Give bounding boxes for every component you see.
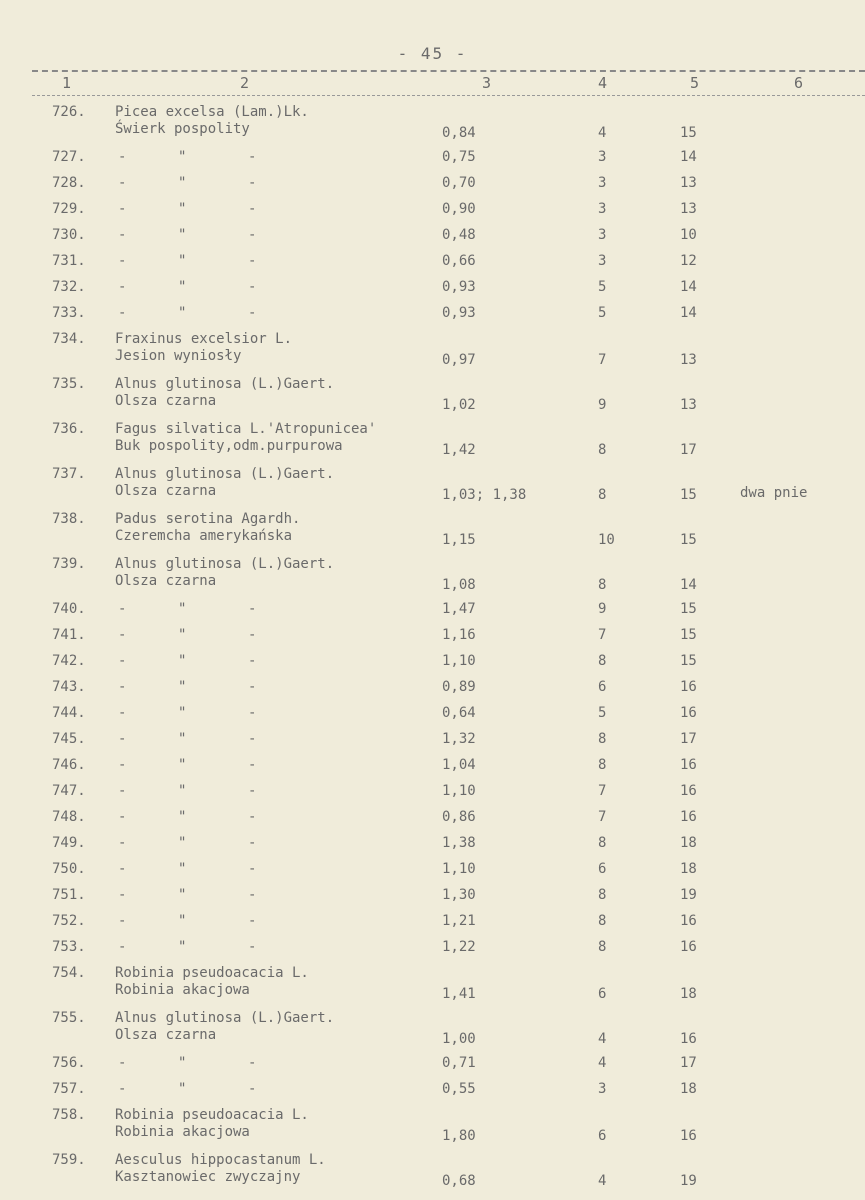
row-number: 743.: [52, 679, 86, 695]
species-polish-name: Olsza czarna: [115, 573, 217, 589]
column-3-value: 1,38: [442, 835, 476, 851]
column-5-value: 18: [680, 986, 697, 1002]
column-5-value: 16: [680, 1128, 697, 1144]
species-polish-name: Czeremcha amerykańska: [115, 528, 293, 544]
row-number: 733.: [52, 305, 86, 321]
column-5-value: 13: [680, 201, 697, 217]
column-4-value: 6: [598, 1128, 607, 1144]
column-4-value: 7: [598, 783, 607, 799]
row-number: 728.: [52, 175, 86, 191]
column-3-value: 0,97: [442, 352, 476, 368]
column-4-value: 5: [598, 705, 607, 721]
ditto-quote: ": [178, 783, 187, 799]
column-3-value: 0,93: [442, 279, 476, 295]
ditto-quote: ": [178, 809, 187, 825]
species-polish-name: Buk pospolity,odm.purpurowa: [115, 438, 343, 454]
column-4-value: 9: [598, 601, 607, 617]
row-number: 748.: [52, 809, 86, 825]
row-number: 738.: [52, 511, 86, 527]
column-4-value: 5: [598, 279, 607, 295]
ditto-quote: ": [178, 627, 187, 643]
ditto-dash: -: [118, 913, 127, 929]
column-5-value: 16: [680, 939, 697, 955]
species-polish-name: Olsza czarna: [115, 1027, 217, 1043]
column-3-value: 1,41: [442, 986, 476, 1002]
column-5-value: 15: [680, 487, 697, 503]
ditto-dash: -: [248, 175, 257, 191]
row-number: 753.: [52, 939, 86, 955]
column-header-4: 4: [598, 74, 608, 92]
column-3-value: 1,30: [442, 887, 476, 903]
column-3-value: 0,75: [442, 149, 476, 165]
ditto-dash: -: [118, 1081, 127, 1097]
column-5-value: 14: [680, 305, 697, 321]
column-3-value: 0,89: [442, 679, 476, 695]
column-5-value: 13: [680, 175, 697, 191]
species-latin-name: Fagus silvatica L.'Atropunicea': [115, 421, 377, 437]
column-5-value: 16: [680, 757, 697, 773]
column-5-value: 17: [680, 731, 697, 747]
row-number: 754.: [52, 965, 86, 981]
ditto-dash: -: [118, 253, 127, 269]
column-3-value: 1,22: [442, 939, 476, 955]
column-3-value: 0,55: [442, 1081, 476, 1097]
column-4-value: 9: [598, 397, 607, 413]
column-3-value: 1,10: [442, 653, 476, 669]
ditto-dash: -: [118, 861, 127, 877]
ditto-quote: ": [178, 279, 187, 295]
column-4-value: 3: [598, 253, 607, 269]
ditto-dash: -: [118, 175, 127, 191]
species-polish-name: Robinia akacjowa: [115, 1124, 250, 1140]
column-5-value: 15: [680, 627, 697, 643]
column-4-value: 8: [598, 731, 607, 747]
row-number: 755.: [52, 1010, 86, 1026]
species-latin-name: Alnus glutinosa (L.)Gaert.: [115, 556, 335, 572]
column-3-value: 0,93: [442, 305, 476, 321]
column-5-value: 13: [680, 352, 697, 368]
ditto-dash: -: [118, 627, 127, 643]
page-number: - 45 -: [397, 44, 468, 63]
ditto-dash: -: [118, 601, 127, 617]
ditto-dash: -: [248, 627, 257, 643]
column-3-value: 1,02: [442, 397, 476, 413]
ditto-quote: ": [178, 175, 187, 191]
species-latin-name: Fraxinus excelsior L.: [115, 331, 293, 347]
column-4-value: 6: [598, 861, 607, 877]
column-4-value: 8: [598, 757, 607, 773]
row-number: 735.: [52, 376, 86, 392]
row-number: 740.: [52, 601, 86, 617]
column-5-value: 12: [680, 253, 697, 269]
column-5-value: 14: [680, 279, 697, 295]
column-5-value: 16: [680, 913, 697, 929]
ditto-dash: -: [118, 731, 127, 747]
column-5-value: 14: [680, 149, 697, 165]
ditto-quote: ": [178, 1055, 187, 1071]
species-latin-name: Picea excelsa (Lam.)Lk.: [115, 104, 309, 120]
ditto-dash: -: [118, 783, 127, 799]
ditto-quote: ": [178, 835, 187, 851]
column-4-value: 4: [598, 1055, 607, 1071]
column-3-value: 1,42: [442, 442, 476, 458]
ditto-dash: -: [248, 835, 257, 851]
ditto-dash: -: [248, 279, 257, 295]
column-5-value: 18: [680, 835, 697, 851]
ditto-dash: -: [248, 705, 257, 721]
column-3-value: 0,66: [442, 253, 476, 269]
column-3-value: 1,15: [442, 532, 476, 548]
column-4-value: 7: [598, 809, 607, 825]
column-4-value: 4: [598, 1173, 607, 1189]
column-5-value: 17: [680, 1055, 697, 1071]
column-5-value: 14: [680, 577, 697, 593]
column-4-value: 3: [598, 149, 607, 165]
column-4-value: 8: [598, 653, 607, 669]
column-4-value: 3: [598, 175, 607, 191]
row-number: 745.: [52, 731, 86, 747]
column-4-value: 7: [598, 352, 607, 368]
column-3-value: 1,16: [442, 627, 476, 643]
row-number: 736.: [52, 421, 86, 437]
row-number: 749.: [52, 835, 86, 851]
ditto-dash: -: [248, 601, 257, 617]
ditto-dash: -: [248, 149, 257, 165]
ditto-dash: -: [118, 705, 127, 721]
column-3-value: 0,70: [442, 175, 476, 191]
column-5-value: 16: [680, 705, 697, 721]
column-4-value: 8: [598, 442, 607, 458]
column-5-value: 16: [680, 783, 697, 799]
column-3-value: 1,10: [442, 783, 476, 799]
ditto-quote: ": [178, 861, 187, 877]
species-latin-name: Robinia pseudoacacia L.: [115, 1107, 309, 1123]
column-5-value: 16: [680, 1031, 697, 1047]
column-4-value: 6: [598, 679, 607, 695]
column-4-value: 8: [598, 487, 607, 503]
row-number: 726.: [52, 104, 86, 120]
header-rule: [32, 95, 865, 96]
ditto-dash: -: [118, 149, 127, 165]
remarks: dwa pnie: [740, 485, 808, 501]
species-latin-name: Alnus glutinosa (L.)Gaert.: [115, 1010, 335, 1026]
species-polish-name: Świerk pospolity: [115, 121, 250, 137]
ditto-dash: -: [118, 939, 127, 955]
column-4-value: 3: [598, 201, 607, 217]
row-number: 744.: [52, 705, 86, 721]
column-5-value: 18: [680, 861, 697, 877]
column-3-value: 1,32: [442, 731, 476, 747]
row-number: 742.: [52, 653, 86, 669]
top-rule: [32, 70, 865, 72]
species-latin-name: Alnus glutinosa (L.)Gaert.: [115, 376, 335, 392]
row-number: 747.: [52, 783, 86, 799]
column-3-value: 1,10: [442, 861, 476, 877]
column-3-value: 0,71: [442, 1055, 476, 1071]
ditto-dash: -: [118, 305, 127, 321]
species-polish-name: Kasztanowiec zwyczajny: [115, 1169, 301, 1185]
column-4-value: 8: [598, 835, 607, 851]
column-5-value: 15: [680, 532, 697, 548]
ditto-dash: -: [248, 783, 257, 799]
column-3-value: 0,68: [442, 1173, 476, 1189]
column-5-value: 15: [680, 653, 697, 669]
column-5-value: 19: [680, 1173, 697, 1189]
ditto-dash: -: [248, 913, 257, 929]
ditto-quote: ": [178, 253, 187, 269]
ditto-quote: ": [178, 679, 187, 695]
column-4-value: 8: [598, 939, 607, 955]
column-4-value: 4: [598, 1031, 607, 1047]
column-3-value: 0,48: [442, 227, 476, 243]
row-number: 746.: [52, 757, 86, 773]
species-polish-name: Olsza czarna: [115, 393, 217, 409]
ditto-dash: -: [248, 227, 257, 243]
ditto-dash: -: [118, 887, 127, 903]
column-5-value: 15: [680, 125, 697, 141]
ditto-dash: -: [118, 835, 127, 851]
row-number: 750.: [52, 861, 86, 877]
ditto-quote: ": [178, 757, 187, 773]
column-4-value: 8: [598, 913, 607, 929]
row-number: 730.: [52, 227, 86, 243]
ditto-dash: -: [118, 227, 127, 243]
ditto-quote: ": [178, 305, 187, 321]
column-5-value: 13: [680, 397, 697, 413]
ditto-dash: -: [248, 305, 257, 321]
row-number: 734.: [52, 331, 86, 347]
ditto-quote: ": [178, 227, 187, 243]
ditto-dash: -: [118, 679, 127, 695]
row-number: 731.: [52, 253, 86, 269]
column-header-2: 2: [240, 74, 250, 92]
species-latin-name: Aesculus hippocastanum L.: [115, 1152, 326, 1168]
column-3-value: 0,64: [442, 705, 476, 721]
column-4-value: 10: [598, 532, 615, 548]
column-3-value: 1,21: [442, 913, 476, 929]
column-header-3: 3: [482, 74, 492, 92]
column-4-value: 8: [598, 577, 607, 593]
ditto-dash: -: [118, 201, 127, 217]
column-4-value: 6: [598, 986, 607, 1002]
column-header-1: 1: [62, 74, 72, 92]
column-4-value: 8: [598, 887, 607, 903]
column-5-value: 15: [680, 601, 697, 617]
column-header-6: 6: [794, 74, 804, 92]
ditto-dash: -: [248, 653, 257, 669]
ditto-quote: ": [178, 653, 187, 669]
column-3-value: 1,00: [442, 1031, 476, 1047]
ditto-dash: -: [118, 653, 127, 669]
column-4-value: 4: [598, 125, 607, 141]
column-4-value: 7: [598, 627, 607, 643]
column-4-value: 5: [598, 305, 607, 321]
ditto-dash: -: [118, 279, 127, 295]
ditto-dash: -: [248, 757, 257, 773]
column-3-value: 0,86: [442, 809, 476, 825]
column-3-value: 0,84: [442, 125, 476, 141]
column-header-5: 5: [690, 74, 700, 92]
column-3-value: 0,90: [442, 201, 476, 217]
ditto-dash: -: [118, 809, 127, 825]
column-5-value: 19: [680, 887, 697, 903]
species-polish-name: Jesion wyniosły: [115, 348, 242, 364]
row-number: 756.: [52, 1055, 86, 1071]
ditto-quote: ": [178, 731, 187, 747]
column-4-value: 3: [598, 1081, 607, 1097]
column-4-value: 3: [598, 227, 607, 243]
column-5-value: 10: [680, 227, 697, 243]
ditto-dash: -: [118, 1055, 127, 1071]
ditto-quote: ": [178, 939, 187, 955]
row-number: 729.: [52, 201, 86, 217]
ditto-dash: -: [248, 1055, 257, 1071]
species-latin-name: Robinia pseudoacacia L.: [115, 965, 309, 981]
species-polish-name: Olsza czarna: [115, 483, 217, 499]
species-polish-name: Robinia akacjowa: [115, 982, 250, 998]
column-5-value: 16: [680, 809, 697, 825]
ditto-quote: ": [178, 1081, 187, 1097]
ditto-dash: -: [248, 201, 257, 217]
column-5-value: 17: [680, 442, 697, 458]
row-number: 752.: [52, 913, 86, 929]
ditto-dash: -: [248, 809, 257, 825]
row-number: 751.: [52, 887, 86, 903]
ditto-quote: ": [178, 601, 187, 617]
ditto-quote: ": [178, 149, 187, 165]
row-number: 741.: [52, 627, 86, 643]
row-number: 757.: [52, 1081, 86, 1097]
ditto-dash: -: [118, 757, 127, 773]
row-number: 732.: [52, 279, 86, 295]
column-3-value: 1,80: [442, 1128, 476, 1144]
ditto-dash: -: [248, 679, 257, 695]
row-number: 739.: [52, 556, 86, 572]
ditto-dash: -: [248, 939, 257, 955]
ditto-dash: -: [248, 1081, 257, 1097]
column-3-value: 1,47: [442, 601, 476, 617]
ditto-quote: ": [178, 201, 187, 217]
species-latin-name: Alnus glutinosa (L.)Gaert.: [115, 466, 335, 482]
ditto-dash: -: [248, 253, 257, 269]
column-3-value: 1,04: [442, 757, 476, 773]
ditto-dash: -: [248, 861, 257, 877]
ditto-quote: ": [178, 913, 187, 929]
column-5-value: 18: [680, 1081, 697, 1097]
ditto-quote: ": [178, 705, 187, 721]
column-3-value: 1,08: [442, 577, 476, 593]
row-number: 727.: [52, 149, 86, 165]
ditto-quote: ": [178, 887, 187, 903]
column-3-value: 1,03; 1,38: [442, 487, 527, 503]
column-5-value: 16: [680, 679, 697, 695]
row-number: 759.: [52, 1152, 86, 1168]
ditto-dash: -: [248, 887, 257, 903]
row-number: 758.: [52, 1107, 86, 1123]
species-latin-name: Padus serotina Agardh.: [115, 511, 301, 527]
row-number: 737.: [52, 466, 86, 482]
ditto-dash: -: [248, 731, 257, 747]
